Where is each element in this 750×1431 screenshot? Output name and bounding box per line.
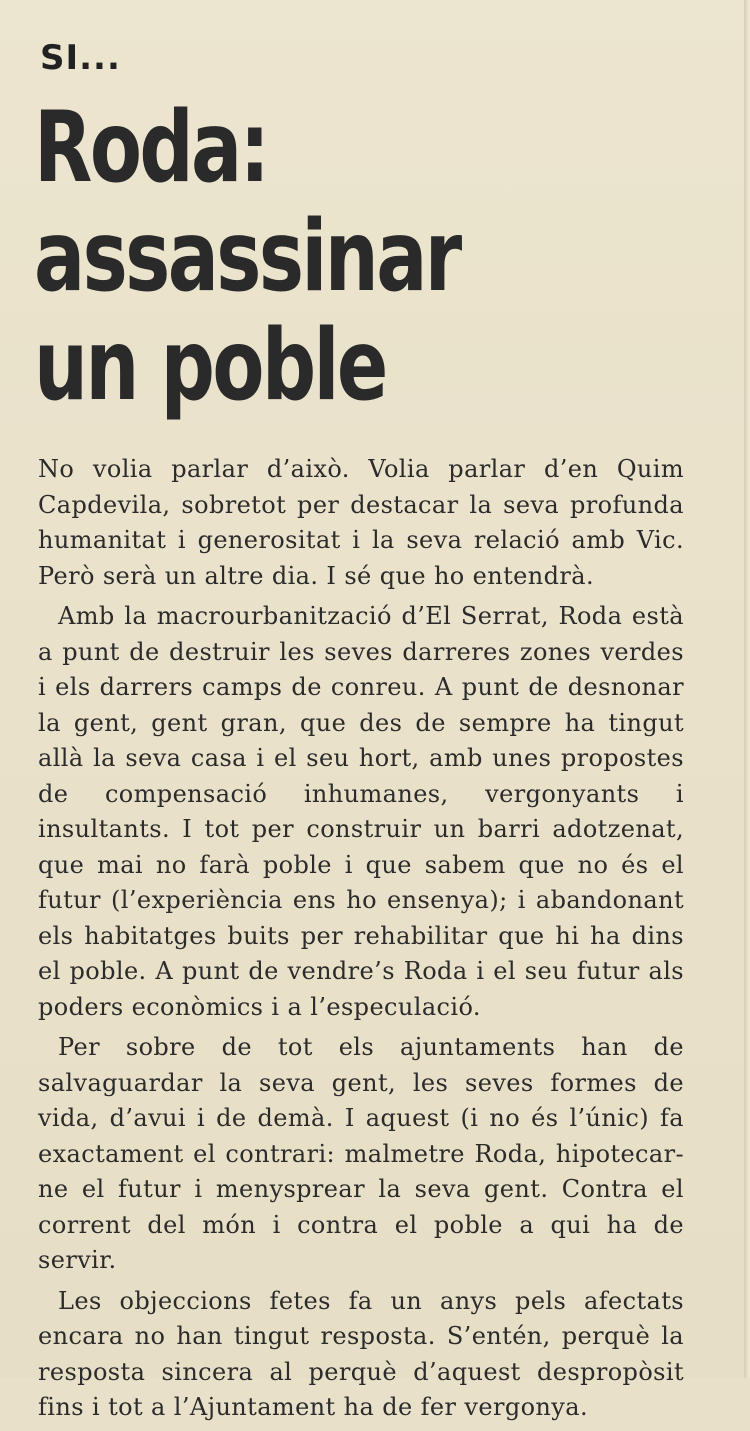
page-edge (744, 0, 750, 1378)
article-paragraph: Les objeccions fetes fa un anys pels afectats encara no han tingut resposta. S’entén, perquè la resposta sincera al perquè d’aquest despropòsit fins i tot a l’Ajuntament ha de fer vergonya. (38, 1286, 684, 1421)
article-paragraph: Per sobre de tot els ajuntaments han de salvaguardar la seva gent, les seves formes de vida, d’avui i de demà. I aquest (i no és l’únic) fa exactament el contrari: malmetre Roda, hipotecar-ne el futur i menysprear la seva gent. Contra el corrent del món i contra el poble a qui ha de servir. (38, 1033, 684, 1274)
article-kicker: SI... (40, 38, 121, 78)
headline-line: assassinar (34, 200, 460, 314)
article-paragraph: Amb la macrourbanització d’El Serrat, Roda està a punt de destruir les seves darreres zones verdes i els darrers camps de conreu. A punt de desnonar la gent, gent gran, que des de sempre ha tingut allà la seva casa i el seu hort, amb unes propostes de compensació inhumanes, vergonyants i insultants. I tot per construir un barri adotzenat, que mai no farà poble i que sabem que no és el futur (l’experiència ens ho ensenya); i abandonant els habitatges buits per rehabilitar que hi ha dins el poble. A punt de vendre’s Roda i el seu futur als poders econòmics i a l’especulació. (38, 602, 684, 1021)
article-headline (34, 91, 460, 423)
headline-line: Roda: (34, 91, 268, 205)
article-body (38, 452, 684, 1431)
headline-line: un poble (34, 309, 386, 423)
article-paragraph: No volia parlar d’això. Volia parlar d’en Quim Capdevila, sobretot per destacar la seva profunda humanitat i generositat i la seva relació amb Vic. Però serà un altre dia. I sé que ho entendrà. (38, 455, 684, 590)
